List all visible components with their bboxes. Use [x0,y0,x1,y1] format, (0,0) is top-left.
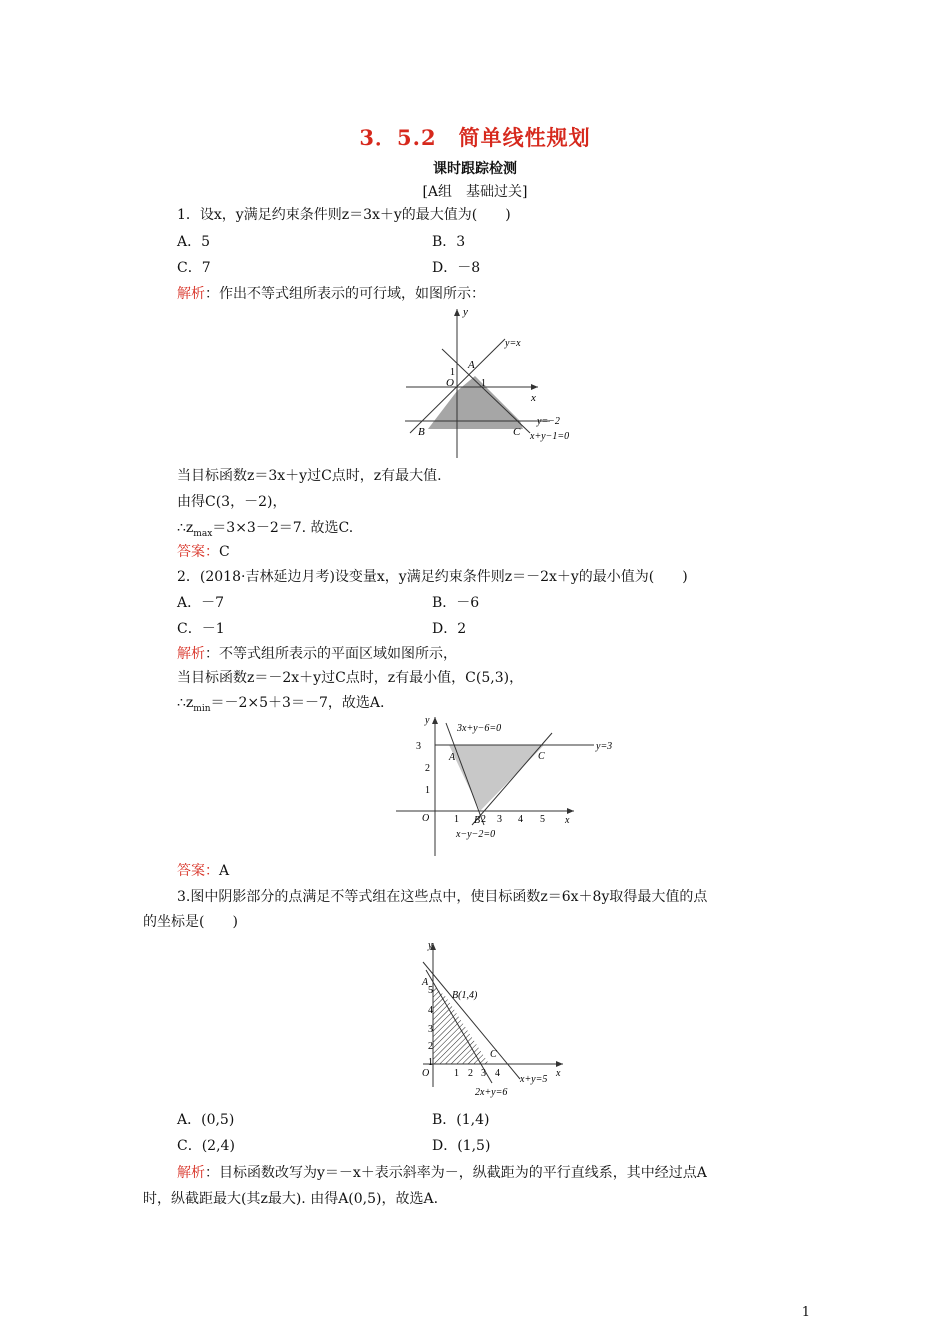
origin-label: O [422,813,430,824]
x-tick-1: 1 [454,1068,459,1079]
page-title: 3．5.2 简单线性规划 [359,125,591,150]
point-b-label: B(1,4) [452,990,478,1001]
section-subtitle: 课时跟踪检测 [433,161,517,177]
q3-figure [408,937,578,1107]
q3-option-a: A．(0,5) [177,1112,235,1128]
y-tick-3: 3 [416,741,421,752]
y-tick-2: 2 [428,1041,433,1052]
q1-line1: 当目标函数z＝3x＋y过C点时，z有最大值. [177,468,442,484]
y-axis-label: y [428,940,433,951]
q3-option-c: C．(2,4) [177,1138,235,1154]
q1-option-b: B．3 [432,234,466,250]
q1-stem: 1．设x，y满足约束条件则z＝3x＋y的最大值为( ) [177,207,511,223]
x-axis-label: x [531,392,536,404]
x-tick-2: 2 [481,814,486,825]
x-tick-4: 4 [518,814,523,825]
q3-option-b: B．(1,4) [432,1112,490,1128]
q2-option-c: C．－1 [177,621,225,637]
y-tick-1: 1 [425,785,430,796]
y-tick-2: 2 [425,763,430,774]
point-a-label: A [422,977,429,988]
x-tick-2: 2 [468,1068,473,1079]
x-tick-3: 3 [497,814,502,825]
q2-stem: 2．(2018·吉林延边月考)设变量x，y满足约束条件则z＝－2x＋y的最小值为( ) [177,569,688,585]
point-b-label: B [474,815,481,826]
label-2x-plus-y-6: 2x+y=6 [475,1087,508,1098]
q1-line2: 由得C(3，－2)， [177,494,287,510]
q3-stem-line1: 3.图中阴影部分的点满足不等式组在这些点中，使目标函数z＝6x＋8y取得最大值的点 [177,889,708,905]
q2-answer [177,861,229,881]
label-3x-plus-y: 3x+y−6=0 [457,723,502,734]
point-c-label: C [490,1049,497,1060]
analysis-text: ：不等式组所表示的平面区域如图所示， [205,646,457,662]
feasible-region [449,745,544,811]
y-tick-4: 4 [428,1005,433,1016]
point-c-label: C [538,751,545,762]
answer-value: A [219,863,230,879]
y-tick-5: 5 [428,985,433,996]
q2-line1: 当目标函数z＝－2x＋y过C点时，z有最小值，C(5,3)， [177,670,524,686]
label-y-eq-x: y=x [505,338,521,349]
x-axis-label: x [565,815,570,826]
q2-zmin-rest: ＝－2×5＋3＝－7，故选A. [210,695,385,711]
analysis-text: ：目标函数改写为y＝－x＋表示斜率为－，纵截距为的平行直线系，其中经过点A [205,1165,707,1181]
q2-analysis [177,644,457,664]
q1-option-c: C．7 [177,260,211,276]
q1-answer [177,542,230,562]
point-b-label: B [418,426,425,438]
q1-zmax-sub: max [193,528,213,539]
q2-zmin: ∴z [177,695,194,711]
point-c-label: C [513,426,521,438]
point-a-label: A [449,752,456,763]
label-y-eq-3: y=3 [596,741,613,752]
q3-analysis-line1 [177,1163,707,1183]
q2-option-a: A．－7 [177,595,225,611]
origin-label: O [446,377,454,389]
analysis-label: 解析 [177,646,205,662]
x-tick-1: 1 [454,814,459,825]
label-x-plus-y-minus-1: x+y−1=0 [530,431,570,442]
answer-label: 答案： [177,863,219,879]
q3-analysis-line2: 时，纵截距最大(其z最大). 由得A(0,5)，故选A. [143,1191,439,1207]
q1-option-a: A．5 [177,234,211,250]
x-tick-1: 1 [481,378,486,389]
label-x-plus-y-5: x+y=5 [520,1074,548,1085]
answer-label: 答案： [177,544,219,560]
page-number: 1 [801,1305,810,1320]
q2-zmin-sub: min [193,703,211,714]
x-tick-5: 5 [540,814,545,825]
x-axis-label: x [556,1068,561,1079]
y-axis-label: y [425,715,430,726]
q1-option-d: D．－8 [432,260,481,276]
q2-line2 [177,693,384,719]
q3-option-d: D．(1,5) [432,1138,491,1154]
label-y-eq-neg2: y=−2 [537,416,560,427]
q1-zmax-rest: ＝3×3－2＝7. 故选C. [212,520,354,536]
analysis-text: ：作出不等式组所表示的可行域，如图所示： [205,286,485,302]
q2-figure [394,713,624,858]
q1-zmax: ∴z [177,520,194,536]
q1-figure [400,303,590,461]
point-a-label: A [468,359,475,371]
y-tick-1: 1 [428,1057,433,1068]
origin-label: O [422,1068,430,1079]
group-heading: [A组 基础过关] [422,184,528,200]
answer-value: C [219,544,230,560]
x-tick-4: 4 [495,1068,500,1079]
x-tick-3: 3 [481,1068,486,1079]
q2-option-d: D．2 [432,621,467,637]
q1-line3 [177,518,353,544]
q1-analysis [177,284,485,304]
analysis-label: 解析 [177,1165,205,1181]
q2-option-b: B．－6 [432,595,480,611]
y-tick-1: 1 [450,367,455,378]
label-x-minus-y: x−y−2=0 [456,829,496,840]
q3-stem-line2: 的坐标是( ) [143,914,238,930]
y-tick-3: 3 [428,1024,433,1035]
y-axis-label: y [463,306,468,318]
analysis-label: 解析 [177,286,205,302]
